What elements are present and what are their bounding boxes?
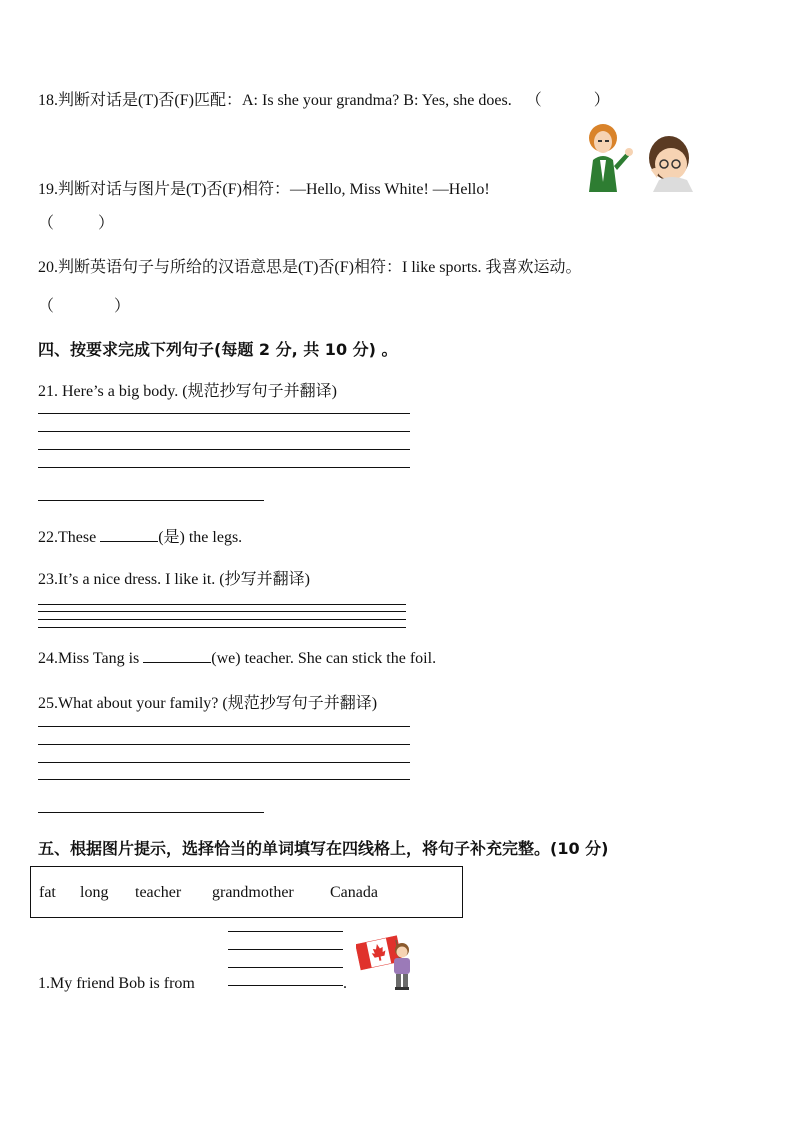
answer-paren-close: ） [114, 298, 131, 315]
question-22-prefix: 22.These [38, 529, 97, 546]
answer-paren-open: （ [38, 215, 55, 232]
grid-line [228, 967, 343, 968]
word-bank-box [30, 866, 463, 918]
grid-line [228, 931, 343, 932]
question-24-prefix: 24.Miss Tang is [38, 650, 140, 667]
question-5-1-prefix: 1.My friend Bob is from [38, 975, 195, 992]
question-20-text: 20.判断英语句子与所给的汉语意思是(T)否(F)相符：I like sports. 我喜欢运动。 [38, 259, 582, 276]
translation-line-21[interactable] [38, 500, 264, 501]
answer-paren-open: （ [525, 92, 542, 109]
answer-paren-close: ） [98, 215, 115, 232]
answer-blank-24[interactable] [143, 662, 211, 663]
answer-paren-close: ） [593, 92, 610, 109]
question-18-text: 18.判断对话是(T)否(F)匹配：A: Is she your grandma? B: Yes, she does. [38, 92, 512, 109]
grid-line [38, 619, 406, 620]
grid-line [38, 467, 410, 468]
question-20 [38, 254, 582, 277]
question-22-suffix: (是) the legs. [158, 529, 243, 546]
word-bank-item: grandmother [212, 884, 294, 901]
question-18 [38, 87, 610, 110]
question-25: 25.What about your family? (规范抄写句子并翻译) [38, 695, 378, 712]
question-19-answer [38, 210, 114, 233]
grid-line [38, 611, 406, 612]
question-24 [38, 650, 436, 668]
grid-line [38, 431, 410, 432]
teacher-greeting-illustration [583, 122, 697, 194]
question-21: 21. Here’s a big body. (规范抄写句子并翻译) [38, 383, 337, 400]
word-bank-item: Canada [330, 884, 378, 901]
translation-line-25[interactable] [38, 812, 264, 813]
grid-line [38, 762, 410, 763]
answer-paren-open: （ [38, 298, 55, 315]
question-22 [38, 524, 242, 547]
grid-line [38, 604, 406, 605]
section-4-title: 四、按要求完成下列句子(每题 2 分, 共 10 分) 。 [38, 340, 398, 359]
question-5-1-suffix: . [343, 975, 347, 992]
teacher-figure [589, 124, 633, 192]
grid-line [38, 449, 410, 450]
grid-line [38, 744, 410, 745]
question-23: 23.It’s a nice dress. I like it. (抄写并翻译) [38, 571, 310, 588]
question-24-suffix: (we) teacher. She can stick the foil. [211, 650, 437, 667]
answer-blank-22[interactable] [100, 541, 158, 542]
word-bank-item: long [80, 884, 109, 901]
grid-line [38, 726, 410, 727]
question-19-text: 19.判断对话与图片是(T)否(F)相符：—Hello, Miss White! —Hello! [38, 181, 490, 198]
word-bank-item: fat [39, 884, 56, 901]
child-figure [394, 943, 410, 990]
grid-line [38, 779, 410, 780]
boy-figure [649, 136, 693, 192]
grid-line [38, 413, 410, 414]
grid-line [228, 949, 343, 950]
word-bank-item: teacher [135, 884, 182, 901]
section-5-title: 五、根据图片提示，选择恰当的单词填写在四线格上，将句子补充完整。(10 分) [38, 839, 609, 858]
grid-line [38, 627, 406, 628]
question-20-answer [38, 293, 130, 316]
grid-line [228, 985, 343, 986]
canada-flag-child-illustration [356, 930, 422, 992]
question-19 [38, 176, 490, 199]
